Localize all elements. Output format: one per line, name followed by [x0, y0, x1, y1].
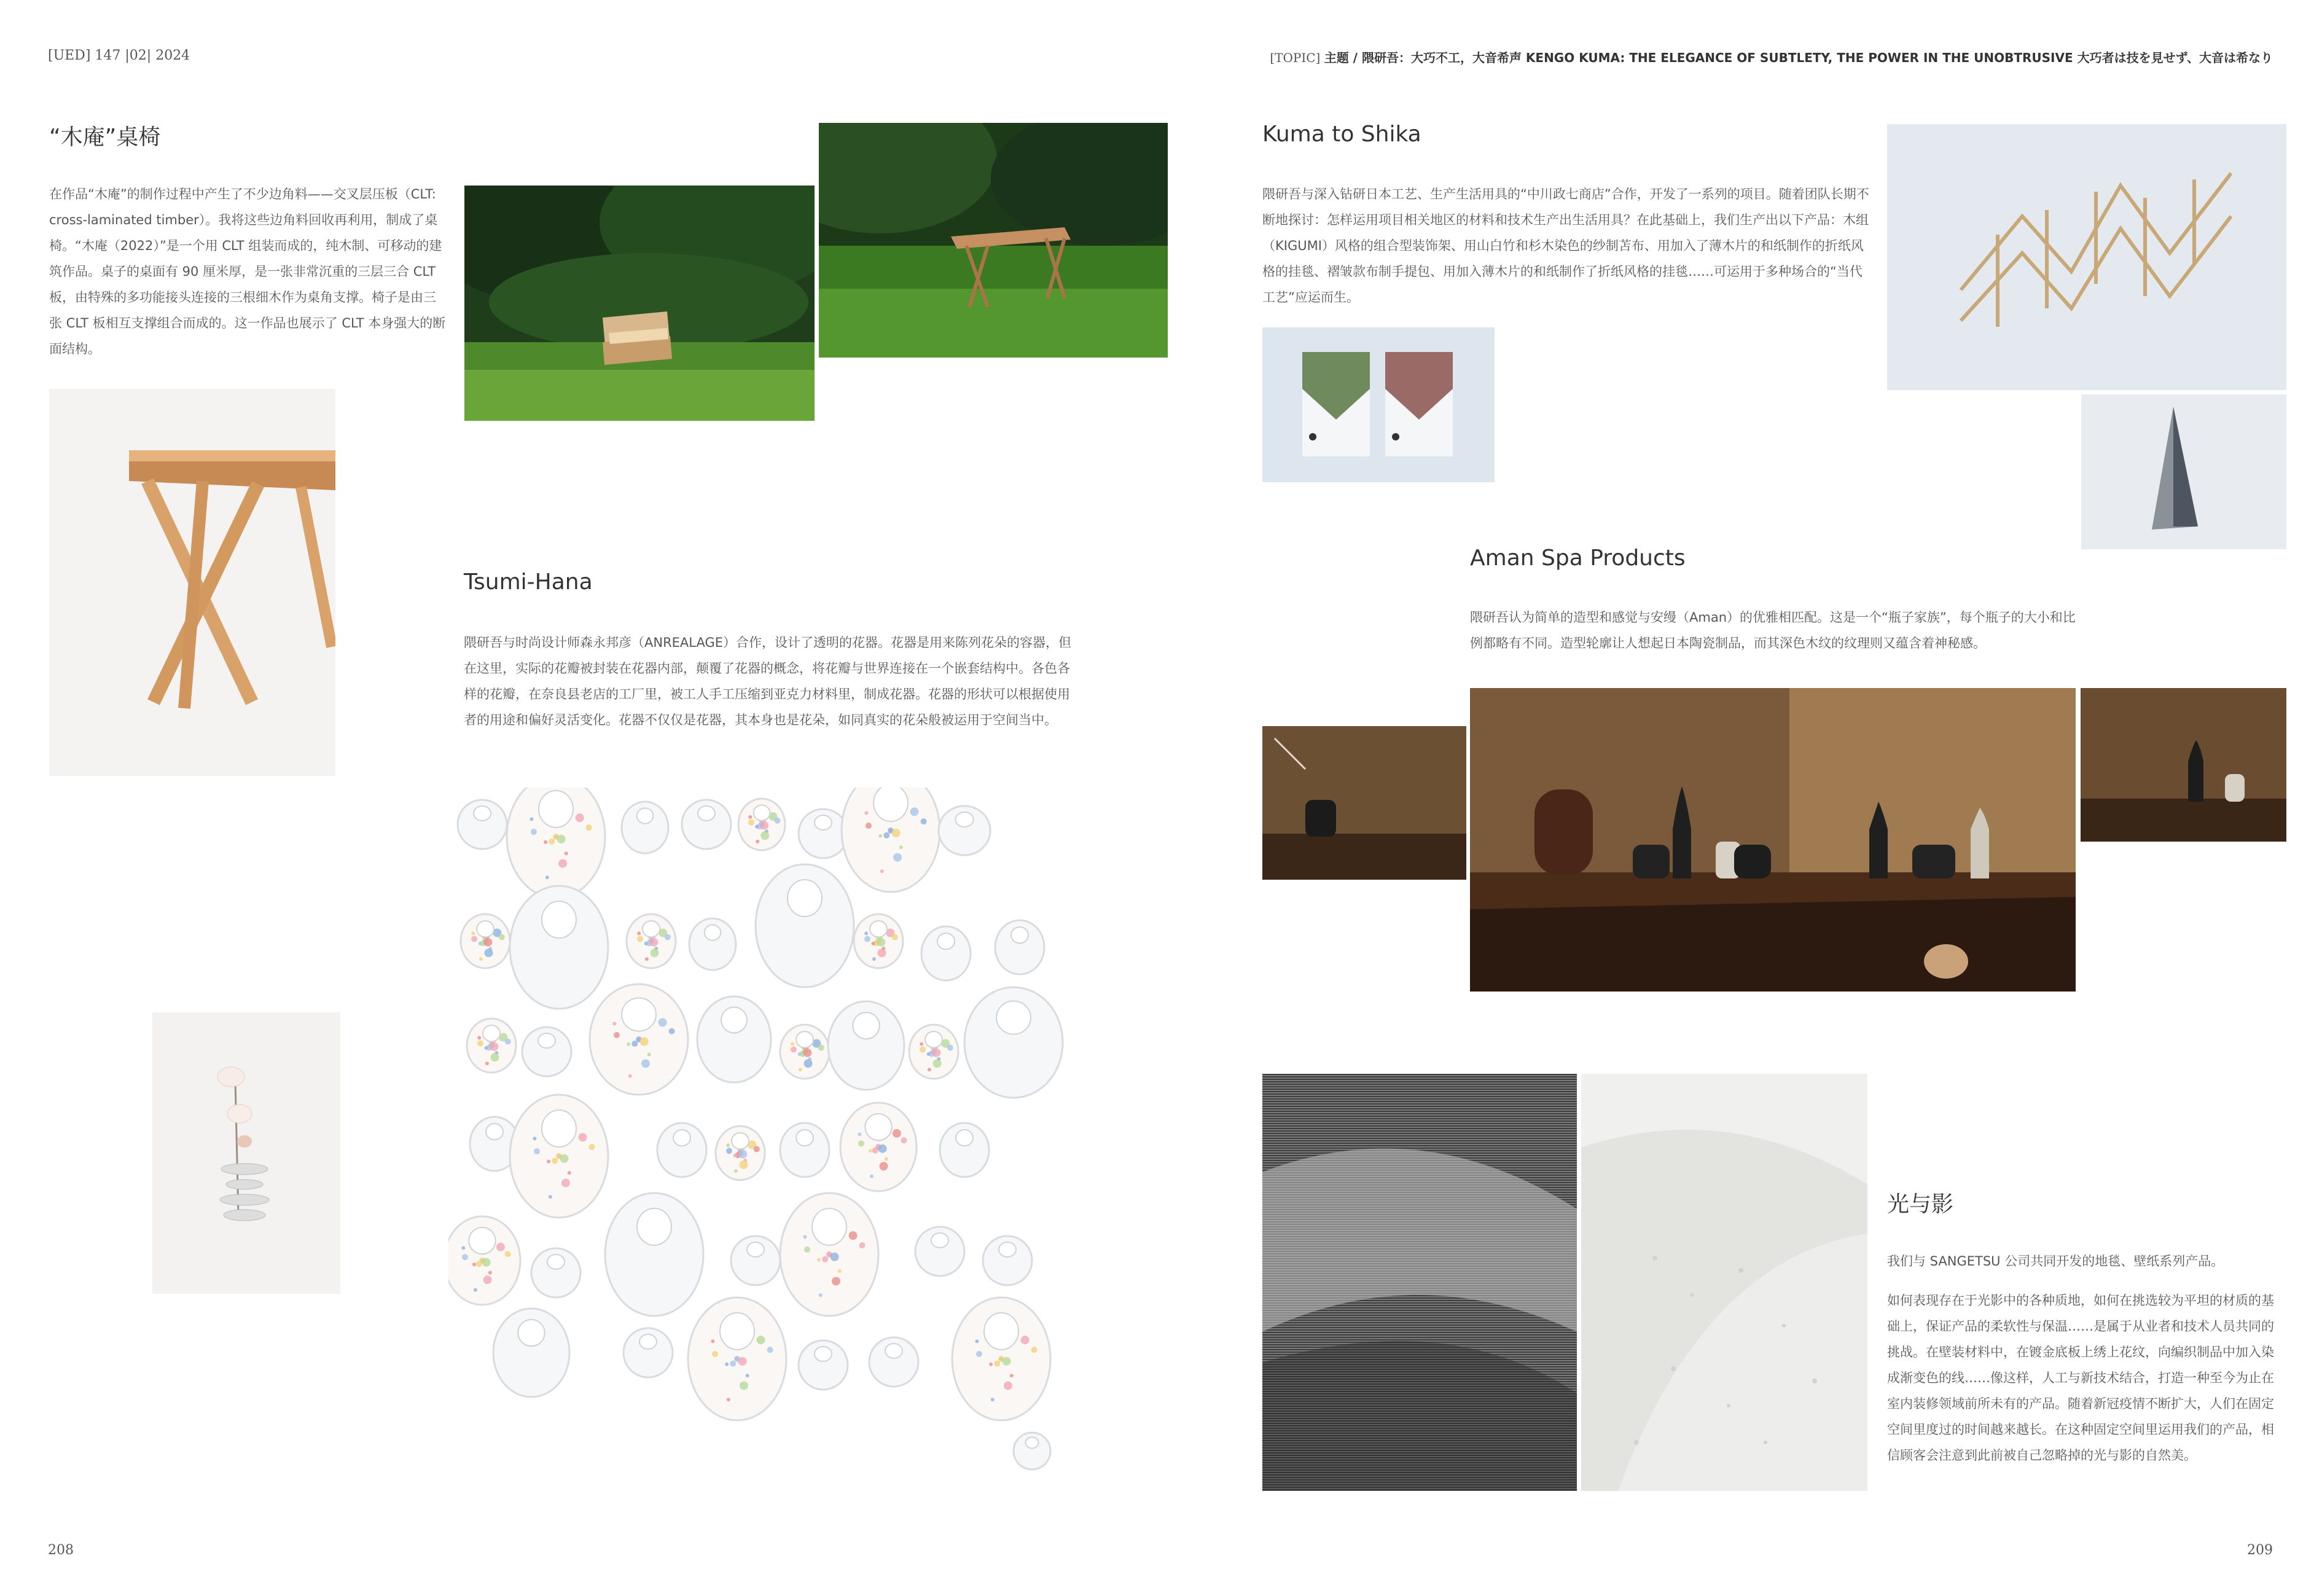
page-number-right: 209 [2247, 1543, 2273, 1558]
tsumi-hana-title: Tsumi-Hana [464, 569, 593, 595]
kuma-body: 隈研吾与深入钻研日本工艺、生产生活用具的“中川政七商店”合作，开发了一系列的项目。随着团队长期不断地探讨：怎样运用项目相关地区的材料和技术生产出生活用具？在此基础上，我们生产出以下产品：木组（KIGUMI）风格的组合型装饰架、用山白竹和杉木染色的纱制苫布、用加入了薄木片的和纸制作的折纸风格的挂毯、褶皱款布制手提包、用加入薄木片的和纸制作了折纸风格的挂毯……可运用于多种场合的“当代工艺”应运而生。 [1262, 187, 1869, 305]
light-intro: 我们与 SANGETSU 公司共同开发的地毯、壁纸系列产品。 [1887, 1254, 2224, 1269]
tsumi-hana-body: 隈研吾与时尚设计师森永邦彦（ANREALAGE）合作，设计了透明的花器。花器是用来陈列花朵的容器，但在这里，实际的花瓣被封装在花器内部，颠覆了花器的概念，将花瓣与世界连接在一个嵌套结构中。各色各样的花瓣，在奈良县老店的工厂里，被工人手工压缩到亚克力材料里，制成花器。花器的形状可以根据使用者的用途和偏好灵活变化。花器不仅仅是花器，其本身也是花朵，如同真实的花朵般被运用于空间当中。 [464, 635, 1072, 727]
aman-small-photo-right [2081, 688, 2286, 842]
kuma-title: Kuma to Shika [1262, 122, 1421, 147]
tsumi-hana-vase-photo [152, 1012, 340, 1294]
tsumi-hana-collection-photo [448, 788, 1100, 1543]
muan-body: 在作品“木庵”的制作过程中产生了不少边角料——交叉层压板（CLT: cross-laminated timber）。我将这些边角料回收再利用，制成了桌椅。“木庵（2022）”是一个用 CLT 组装而成的，纯木制、可移动的建筑作品。桌子的桌面有 90 厘米厚，是一张非常沉重的三层三合 CLT 板，由特殊的多功能接头连接的三根细木作为桌角支撑。椅子是由三张 CLT 板相互支撑组合而成的。这一作品也展示了 CLT 本身强大的断面结构。 [49, 187, 446, 356]
aman-small-photo-left [1262, 726, 1466, 880]
light-title: 光与影 [1887, 1192, 1954, 1217]
muan-table-photo [819, 123, 1168, 358]
topic-tag: [TOPIC] [1270, 50, 1321, 65]
muan-table-detail-photo [49, 389, 335, 776]
muan-bench-photo [464, 186, 815, 421]
aman-main-photo [1470, 688, 2076, 992]
kuma-shelf-photo [1887, 124, 2286, 390]
aman-title: Aman Spa Products [1470, 546, 1686, 571]
light-wallpaper-photo [1581, 1074, 1867, 1491]
muan-title: “木庵”桌椅 [49, 125, 161, 150]
aman-body: 隈研吾认为简单的造型和感觉与安缦（Aman）的优雅相匹配。这是一个“瓶子家族”，每个瓶子的大小和比例都略有不同。造型轮廓让人想起日本陶瓷制品，而其深色木纹的纹理则又蕴含着神秘感。 [1470, 610, 2076, 651]
light-carpet-photo [1262, 1074, 1577, 1491]
light-body: 如何表现存在于光影中的各种质地，如何在挑选较为平坦的材质的基础上，保证产品的柔软性与保温……是属于从业者和技术人员共同的挑战。在壁装材料中，在镀金底板上绣上花纹，向编织制品中加入染成渐变色的线……像这样，人工与新技术结合，打造一种至今为止在室内装修领域前所未有的产品。随着新冠疫情不断扩大，人们在固定空间里度过的时间越来越长。在这种固定空间里运用我们的产品，相信顾客会注意到此前被自己忽略掉的光与影的自然美。 [1887, 1293, 2274, 1463]
running-header-left: [UED] 147 |02| 2024 [48, 48, 190, 63]
kuma-origami-photo [2081, 394, 2286, 549]
topic-text: 主题 / 隈研吾：大巧不工，大音希声 KENGO KUMA: THE ELEGANCE OF SUBTLETY, THE POWER IN THE UNOBTRUSIVE 大巧者は技を見せず、大音は希なり [1324, 50, 2273, 65]
kuma-tapestry-photo [1262, 327, 1495, 482]
page-number-left: 208 [48, 1543, 74, 1558]
running-header-right [1270, 48, 2273, 66]
